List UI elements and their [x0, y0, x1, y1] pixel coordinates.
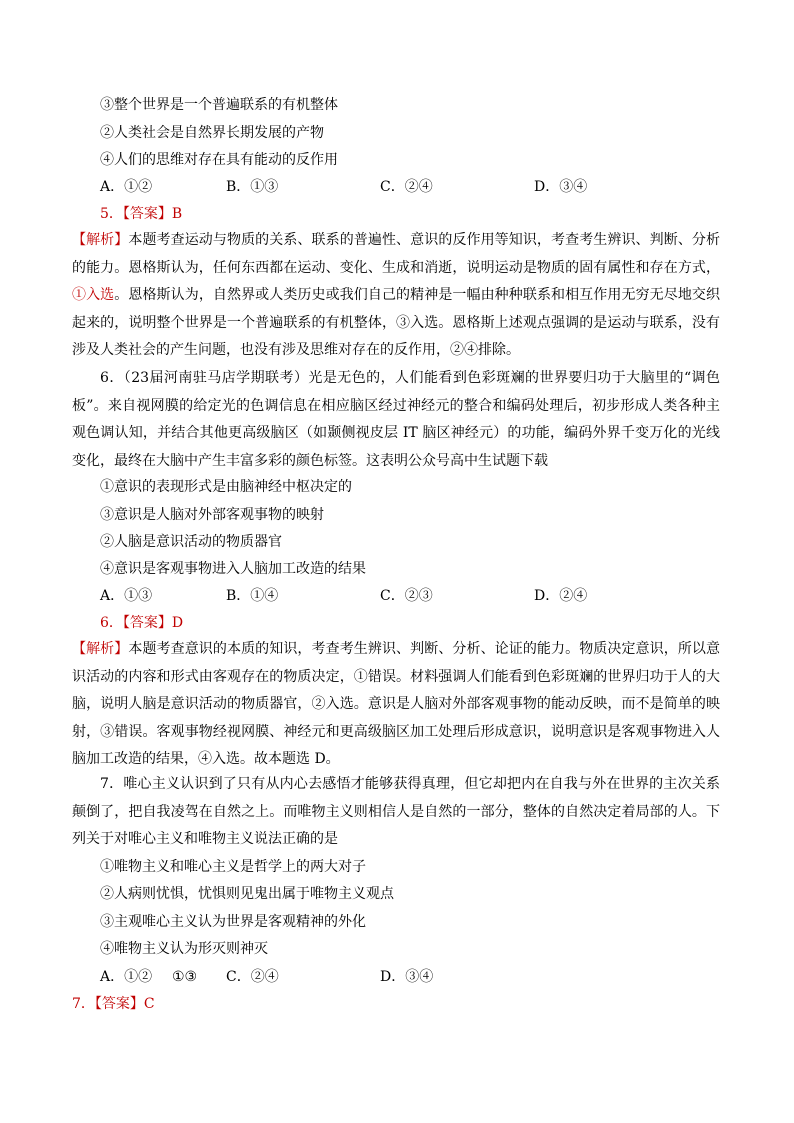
q4-option-b: B．①③ [226, 179, 279, 195]
q6-item-4: ④意识是客观事物进入人脑加工改造的结果 [100, 561, 366, 577]
q6-option-c: C．②③ [380, 588, 433, 604]
q5-analysis-text-1: 本题考查运动与物质的关系、联系的普遍性、意识的反作用等知识，考查考生辨识、判断、分析的能力。恩格斯认为，任何东西都在运动、变化、生成和消逝，说明运动是物质的固有属性和存在方式， [72, 232, 721, 276]
q7-item-4: ④唯物主义认为形灭则神灭 [100, 941, 268, 957]
q4-option-c: C．②④ [380, 179, 433, 195]
q7-option-d: D．③④ [380, 969, 434, 985]
q6-option-d: D．②④ [534, 588, 588, 604]
q5-analysis-highlight: ①入选 [72, 287, 115, 304]
q5-answer-label: 5．【答案】 [100, 206, 172, 222]
q6-answer [100, 614, 183, 632]
q6-answer-label: 6．【答案】 [100, 615, 172, 631]
q5-analysis-text-2: 。恩格斯认为，自然界或人类历史或我们自己的精神是一幅由种种联系和相互作用无穷无尽地交织起来的，说明整个世界是一个普遍联系的有机整体，③入选。恩格斯上述观点强调的是运动与联系，没有涉及人类社会的产生问题，也没有涉及思维对存在的反作用，②④排除。 [72, 287, 721, 359]
q6-analysis-label: 【解析】 [72, 641, 129, 657]
q6-stem: 6．（23届河南驻马店学期联考）光是无色的，人们能看到色彩斑斓的世界要归功于大脑里的“调色板”。来自视网膜的给定光的色调信息在相应脑区经过神经元的整合和编码处理后，初步形成人类各种主观色调认知，并结合其他更高级脑区（如颞侧视皮层 IT 脑区神经元）的功能，编码外界千变万化的光线变化，最终在大脑中产生丰富多彩的颜色标签。这表明公众号高中生试题下载 [72, 370, 720, 469]
q6-option-b: B．①④ [226, 588, 279, 604]
q4-option-a: A．①② [100, 179, 153, 195]
q4-option-d: D．③④ [534, 179, 588, 195]
q6-item-1: ①意识的表现形式是由脑神经中枢决定的 [100, 479, 352, 495]
q7-answer [72, 995, 155, 1013]
q6-answer-value: D [171, 615, 184, 631]
q6-item-3: ③意识是人脑对外部客观事物的映射 [100, 507, 324, 523]
q6-item-2: ②人脑是意识活动的物质器官 [100, 534, 282, 550]
q5-answer [100, 205, 182, 223]
q5-answer-value: B [171, 206, 183, 222]
q7-answer-value: C [143, 996, 155, 1012]
q7-stem: 7．唯心主义认识到了只有从内心去感悟才能够获得真理，但它却把内在自我与外在世界的主次关系颠倒了，把自我凌驾在自然之上。而唯物主义则相信人是自然的一部分，整体的自然决定着局部的人。下列关于对唯心主义和唯物主义说法正确的是 [72, 776, 720, 848]
q7-option-a: A．①② [100, 969, 153, 985]
q4-item-4: ④人们的思维对存在具有能动的反作用 [100, 152, 338, 168]
q7-item-3: ③主观唯心主义认为世界是客观精神的外化 [100, 914, 366, 930]
q5-analysis-label: 【解析】 [72, 232, 129, 248]
q7-answer-label: 7．【答案】 [72, 996, 144, 1012]
q6-option-a: A．①③ [100, 588, 153, 604]
q7-item-1: ①唯物主义和唯心主义是哲学上的两大对子 [100, 859, 366, 875]
q7-option-b: ①③ [172, 969, 198, 985]
q7-item-2: ②人病则忧惧，忧惧则见鬼出属于唯物主义观点 [100, 886, 394, 902]
q6-analysis-text: 本题考查意识的本质的知识，考查考生辨识、判断、分析、论证的能力。物质决定意识，所以意识活动的内容和形式由客观存在的物质决定，①错误。材料强调人们能看到色彩斑斓的世界归功于人的大脑，说明人脑是意识活动的物质器官，②入选。意识是人脑对外部客观事物的能动反映，而不是简单的映射，③错误。客观事物经视网膜、神经元和更高级脑区加工处理后形成意识，说明意识是客观事物进入人脑加工改造的结果，④入选。故本题选 D。 [72, 641, 721, 768]
q6-analysis [72, 636, 720, 774]
q4-item-2: ②人类社会是自然界长期发展的产物 [100, 125, 324, 141]
q5-analysis [72, 227, 720, 365]
q7-option-c: C．②④ [226, 969, 279, 985]
q4-item-3: ③整个世界是一个普遍联系的有机整体 [100, 97, 338, 113]
